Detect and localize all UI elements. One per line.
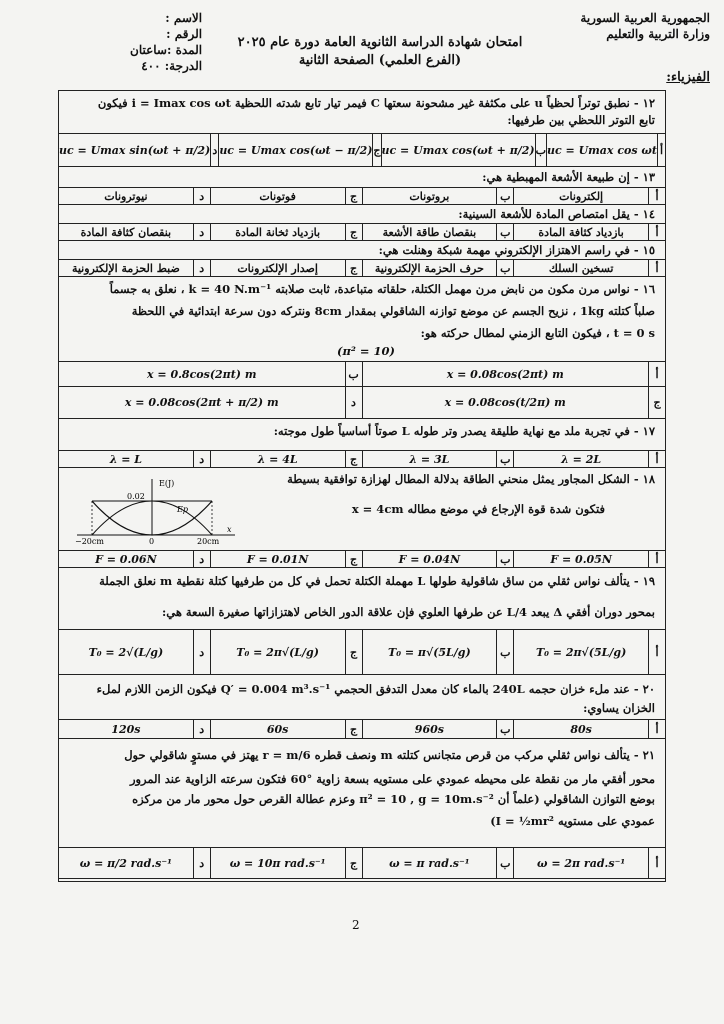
graph-xmax-label: 20cm — [197, 537, 220, 546]
letter-b: ب — [496, 260, 513, 276]
question-17-answers — [59, 450, 665, 468]
option-a[interactable]: λ = 2L — [513, 451, 648, 467]
option-a[interactable]: uc = Umax cos ωt — [546, 134, 657, 166]
option-a[interactable]: بازدياد كثافة المادة — [513, 224, 648, 240]
letter-d: د — [193, 720, 210, 738]
letter-c: ج — [648, 387, 665, 418]
option-c[interactable]: بازدياد ثخانة المادة — [210, 224, 345, 240]
branch-label: (الفرع العلمي) الصفحة الثانية — [298, 53, 462, 68]
question-12-text-2: تابع التوتر اللحظي بين طرفيها: — [507, 113, 655, 127]
issuer-info — [580, 10, 710, 42]
question-12-text: ١٢ - نطبق توتراً لحظياً u على مكثفة غير مشحونة سعتها C فيمر تيار تابع شدته اللحظية i = Imax cos ωt فيكون — [97, 96, 655, 110]
option-a[interactable]: x = 0.08cos(2πt) m — [362, 362, 649, 386]
question-15-answers — [59, 259, 665, 277]
letter-b: ب — [535, 134, 546, 166]
option-b[interactable]: T₀ = π√(5L/g) — [362, 630, 497, 674]
option-b[interactable]: بروتونات — [362, 188, 497, 204]
question-12-answers — [59, 133, 665, 167]
question-16-answers-row-2 — [59, 387, 665, 419]
graph-ymax-label: 0.02 — [127, 492, 145, 501]
letter-b: ب — [496, 630, 513, 674]
option-c[interactable]: ω = 10π rad.s⁻¹ — [210, 848, 345, 878]
question-14-answers — [59, 223, 665, 241]
letter-c: ج — [345, 188, 362, 204]
question-19-answers — [59, 629, 665, 675]
page-number: 2 — [352, 918, 360, 932]
duration-label: المدة :ساعتان — [130, 43, 203, 57]
ministry-label: وزارة التربية والتعليم — [606, 27, 710, 41]
question-18-text-2: فتكون شدة قوة الإرجاع في موضع مطاله x = 4cm — [351, 502, 605, 516]
letter-d: د — [193, 848, 210, 878]
grade-label: الدرجة: ٤٠٠ — [141, 59, 203, 73]
question-14-text: ١٤ - يقل امتصاص المادة للأشعة السينية: — [458, 207, 655, 221]
letter-c: ج — [345, 551, 362, 567]
question-16-text-2: صلباً كتلته 1kg ، نزيح الجسم عن موضع توازنه الشاقولي بمقدار 8cm ونتركه دون سرعة ابتدائية في اللحظة — [131, 304, 655, 318]
letter-a: أ — [657, 134, 665, 166]
question-18-answers — [59, 550, 665, 568]
letter-a: أ — [648, 551, 665, 567]
question-19-text: ١٩ - يتألف نواس ثقلي من ساق شاقولية طولها L مهملة الكتلة تحمل في كل من طرفيها كتلة نقطية m نعلق الجملة — [99, 574, 655, 588]
letter-c: ج — [345, 630, 362, 674]
question-21-text-2: محور أفقي مار من نقطة على محيطه عمودي على مستويه بسعة زاوية °60 فتكون سرعته الزاوية عند المرور — [129, 772, 655, 786]
graph-xmin-label: −20cm — [75, 537, 104, 546]
question-16-text: ١٦ - نواس مرن مكون من نابض مرن مهمل الكتلة، حلقاته متباعدة، ثابت صلابته k = 40 N.m⁻¹ ، نعلق به جسماً — [109, 282, 655, 296]
option-d[interactable]: نيوترونات — [104, 189, 148, 203]
letter-b: ب — [496, 720, 513, 738]
option-d[interactable]: x = 0.08cos(2πt + π/2) m — [124, 396, 279, 409]
option-c[interactable]: uc = Umax cos(ωt − π/2) — [218, 134, 372, 166]
letter-c: ج — [372, 134, 380, 166]
letter-c: ج — [345, 720, 362, 738]
letter-c: ج — [345, 451, 362, 467]
letter-c: ج — [345, 848, 362, 878]
option-c[interactable]: 60s — [210, 720, 345, 738]
letter-d: د — [193, 188, 210, 204]
letter-c: ج — [345, 224, 362, 240]
question-16-answers-row-1 — [59, 361, 665, 387]
student-info — [130, 10, 202, 74]
question-18-text: ١٨ - الشكل المجاور يمثل منحني الطاقة بدلالة المطال لهزازة توافقية بسيطة — [287, 472, 655, 486]
option-b[interactable]: ω = π rad.s⁻¹ — [362, 848, 497, 878]
letter-d: د — [193, 260, 210, 276]
option-b[interactable]: بنقصان طاقة الأشعة — [362, 224, 497, 240]
question-16-text-3: t = 0 s ، فيكون التابع الزمني لمطال حركته هو: — [420, 326, 655, 340]
question-21-text: ٢١ - يتألف نواس ثقلي مركب من قرص متجانس كتلته m ونصف قطره r = m/6 يهتز في مستوٍ شاقولي حول — [124, 748, 655, 762]
letter-a: أ — [648, 451, 665, 467]
letter-a: أ — [648, 362, 665, 386]
option-b[interactable]: uc = Umax cos(ωt + π/2) — [381, 134, 535, 166]
option-c[interactable]: إصدار الإلكترونات — [210, 260, 345, 276]
option-b[interactable]: حرف الحزمة الإلكترونية — [362, 260, 497, 276]
letter-d: د — [210, 134, 218, 166]
letter-d: د — [193, 224, 210, 240]
option-b[interactable]: F = 0.04N — [362, 551, 497, 567]
question-15-text: ١٥ - في راسم الاهتزاز الإلكتروني مهمة شبكة وهنلت هي: — [378, 243, 655, 257]
graph-ylabel: E(J) — [159, 479, 175, 488]
option-c[interactable]: فوتونات — [210, 188, 345, 204]
letter-a: أ — [648, 260, 665, 276]
questions-frame — [58, 90, 666, 882]
question-20-answers — [59, 719, 665, 739]
option-c[interactable]: x = 0.08cos(t/2π) m — [362, 387, 649, 418]
letter-d: د — [193, 630, 210, 674]
letter-b: ب — [496, 848, 513, 878]
number-label: الرقم : — [166, 27, 203, 41]
letter-b: ب — [496, 224, 513, 240]
letter-a: أ — [648, 630, 665, 674]
option-a[interactable]: إلكترونات — [513, 188, 648, 204]
option-a[interactable]: ω = 2π rad.s⁻¹ — [513, 848, 648, 878]
question-16-note: (π² = 10) — [336, 344, 395, 358]
letter-a: أ — [648, 188, 665, 204]
question-19-text-2: بمحور دوران أفقي Δ يبعد L/4 عن طرفها العلوي فإن علاقة الدور الخاص لاهتزازاتها صغيرة السعة هي: — [161, 605, 655, 619]
option-b[interactable]: λ = 3L — [362, 451, 497, 467]
question-21-answers — [59, 847, 665, 879]
letter-a: أ — [648, 224, 665, 240]
letter-b: ب — [496, 188, 513, 204]
option-c[interactable]: F = 0.01N — [210, 551, 345, 567]
option-b[interactable]: x = 0.8cos(2πt) m — [147, 367, 257, 381]
letter-a: أ — [648, 720, 665, 738]
name-label: الاسم : — [165, 11, 203, 25]
option-b[interactable]: 960s — [362, 720, 497, 738]
letter-d: د — [193, 451, 210, 467]
graph-x0-label: 0 — [149, 537, 155, 546]
option-d[interactable]: 120s — [111, 722, 141, 736]
option-a[interactable]: F = 0.05N — [513, 551, 648, 567]
option-a[interactable]: T₀ = 2π√(5L/g) — [513, 630, 648, 674]
letter-b: ب — [496, 551, 513, 567]
graph-xlabel: x — [227, 525, 232, 534]
graph-curve-label: Ep — [177, 505, 188, 514]
option-d[interactable]: λ = L — [109, 452, 143, 466]
option-a[interactable]: تسخين السلك — [513, 260, 648, 276]
letter-d: د — [345, 387, 362, 418]
question-17-text: ١٧ - في تجربة ملد مع نهاية طليقة يصدر وتر طوله L صوتاً أساسياً طول موجته: — [273, 424, 655, 438]
question-21-text-3: بوضع التوازن الشاقولي (علماً أن π² = 10 , g = 10m.s⁻² وعزم عطالة القرص حول محور مار من مركزه — [132, 792, 655, 806]
option-d[interactable]: ω = π/2 rad.s⁻¹ — [79, 856, 172, 870]
question-20-text: ٢٠ - عند ملء خزان حجمه 240L بالماء كان معدل التدفق الحجمي Q′ = 0.004 m³.s⁻¹ فيكون الزمن اللازم لملء — [96, 682, 655, 696]
option-c[interactable]: T₀ = 2π√(L/g) — [210, 630, 345, 674]
option-d[interactable]: ضبط الحزمة الإلكترونية — [71, 261, 180, 275]
exam-title-block — [210, 34, 550, 70]
exam-title: امتحان شهادة الدراسة الثانوية العامة دورة عام ٢٠٢٥ — [237, 35, 523, 50]
question-13-answers — [59, 187, 665, 205]
question-13-text: ١٣ - إن طبيعة الأشعة المهبطية هي: — [482, 170, 655, 184]
option-d[interactable]: T₀ = 2√(L/g) — [88, 645, 164, 659]
letter-b: ب — [496, 451, 513, 467]
option-d[interactable]: بنقصان كثافة المادة — [80, 225, 172, 239]
letter-a: أ — [648, 848, 665, 878]
question-21-text-4: عمودي على مستويه I = ½mr²) — [490, 814, 655, 828]
letter-b: ب — [345, 362, 362, 386]
country-label: الجمهورية العربية السورية — [580, 11, 710, 25]
letter-c: ج — [345, 260, 362, 276]
question-20-text-2: الخزان يساوي: — [583, 701, 655, 715]
energy-graph — [67, 477, 237, 547]
subject-label: الفيزياء: — [666, 70, 710, 85]
option-a[interactable]: 80s — [513, 720, 648, 738]
option-d[interactable]: F = 0.06N — [95, 552, 157, 566]
letter-d: د — [193, 551, 210, 567]
option-d[interactable]: uc = Umax sin(ωt + π/2) — [59, 143, 211, 157]
option-c[interactable]: λ = 4L — [210, 451, 345, 467]
